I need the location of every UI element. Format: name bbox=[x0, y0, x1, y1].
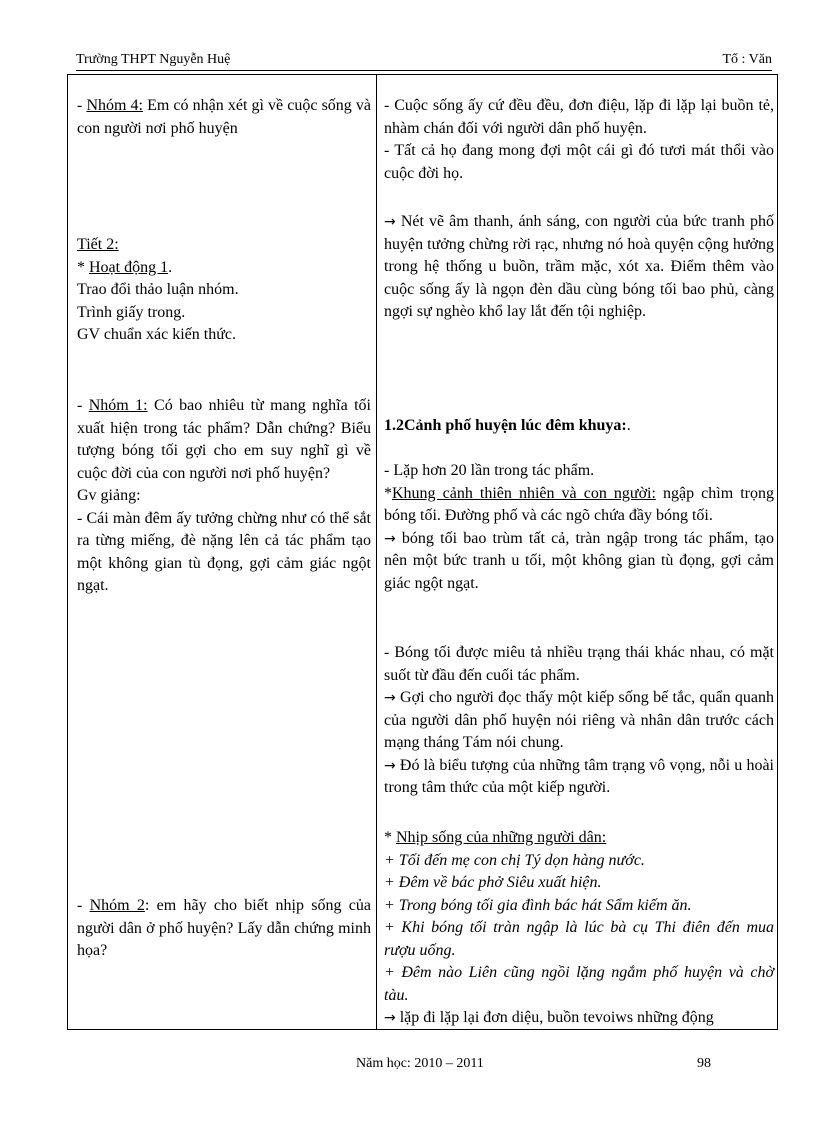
column-divider bbox=[376, 75, 377, 1029]
arrow-right-icon: → bbox=[384, 530, 396, 547]
lesson-period-label: Tiết 2: bbox=[77, 236, 119, 253]
teacher-explains-text: - Cái màn đêm ấy tưởng chừng như có thể sắt ra từng miếng, đè nặng lên cả tác phẩm tạo một không gian tù đọng, gợi cảm giác ngột ngạt. bbox=[77, 509, 371, 594]
landscape-label: Khung cảnh thiên nhiên và con người: bbox=[392, 484, 656, 502]
left-group4-question: - Nhóm 4: Em có nhận xét gì về cuộc sống và con người nơi phố huyện bbox=[77, 97, 372, 137]
right-section-night: 1.2Cảnh phố huyện lúc đêm khuya:. - Lặp hơn 20 lần trong tác phẩm. *Khung cảnh thiên nhiên và con người: ngập chìm trọng bóng tối. Đường phố và các ngõ chứa đầy bóng tối. → bóng tối bao trùm tất cả, tràn ngập trong tác phẩm, tạo nên một bức tranh u tối, một không gian tù đọng, gợi cảm giác ngột ngạt. bbox=[384, 417, 774, 592]
school-name: Trường THPT Nguyễn Huệ bbox=[76, 52, 231, 67]
activity-step: GV chuẩn xác kiến thức. bbox=[77, 326, 236, 343]
list-item: + Đêm nào Liên cũng ngồi lặng ngắm phố huyện và chờ tàu. bbox=[384, 964, 774, 1004]
lesson-table bbox=[67, 74, 778, 1030]
arrow-right-icon: → bbox=[384, 214, 396, 230]
page-header bbox=[76, 52, 772, 72]
school-year: Năm học: 2010 – 2011 bbox=[356, 1056, 484, 1071]
group4-label: Nhóm 4: bbox=[86, 97, 143, 114]
teacher-explains-label: Gv giảng: bbox=[77, 487, 141, 504]
arrow-right-icon: → bbox=[384, 1010, 396, 1026]
page-number: 98 bbox=[697, 1056, 711, 1071]
left-group2-question: - Nhóm 2: em hãy cho biết nhịp sống của người dân ở phố huyện? Lấy dẫn chứng minh họa? bbox=[77, 897, 372, 959]
list-item: + Khi bóng tối tràn ngập là lúc bà cụ Thi điên đến mua rượu uống. bbox=[384, 919, 774, 959]
right-darkness-analysis: - Bóng tối được miêu tả nhiều trạng thái khác nhau, có mặt suốt từ đầu đến cuối tác phẩm. → Gợi cho người đọc thấy một kiếp sống bế tắc, quẩn quanh của người dân phố huyện nói riêng và nhân dân trước cách mạng tháng Tám nói chung. → Đó là biểu tượng của những tâm trạng vô vọng, nỗi u hoài trong tâm thức của một kiếp người. bbox=[384, 644, 774, 796]
activity-label: Hoạt động 1 bbox=[89, 258, 169, 276]
group1-label: Nhóm 1: bbox=[88, 397, 148, 414]
activity-step: Trao đổi thảo luận nhóm. bbox=[77, 281, 239, 298]
activity-step: Trình giấy trong. bbox=[77, 303, 186, 321]
list-item: + Trong bóng tối gia đình bác hát Sẩm kiếm ăn. bbox=[384, 896, 692, 914]
right-answer-group4: - Cuộc sống ấy cứ đều đều, đơn điệu, lặp đi lặp lại buồn tẻ, nhàm chán đối với người dân phố huyện. - Tất cả họ đang mong đợi một cái gì đó tươi mát thổi vào cuộc đời họ. bbox=[384, 97, 774, 182]
left-activity-block: Tiết 2: * Hoạt động 1. Trao đổi thảo luận nhóm. Trình giấy trong. GV chuẩn xác kiến thức. bbox=[77, 234, 371, 347]
right-conclusion: → Nét vẽ âm thanh, ánh sáng, con người của bức tranh phố huyện tưởng chừng rời rạc, nhưng nó hoà quyện cộng hưởng trong hệ thống u buồn, trầm mặc, xót xa. Điểm thêm vào cuộc sống ấy là ngọn đèn dầu cùng bóng tối bao phủ, càng ngợi sự nghèo khổ lay lắt đến tội nghiệp. bbox=[384, 213, 774, 320]
list-item: + Đêm về bác phở Siêu xuất hiện. bbox=[384, 874, 602, 891]
arrow-right-icon: → bbox=[384, 690, 396, 706]
life-rhythm-label: Nhịp sống của những người dân: bbox=[396, 829, 607, 846]
right-life-rhythm: * Nhịp sống của những người dân: + Tối đến mẹ con chị Tý dọn hàng nước. + Đêm về bác phở Siêu xuất hiện. + Trong bóng tối gia đình bác hát Sẩm kiếm ăn. + Khi bóng tối tràn ngập là lúc bà cụ Thi điên đến mua rượu uống. + Đêm nào Liên cũng ngồi lặng ngắm phố huyện và chờ tàu. → lặp đi lặp lại đơn diệu, buồn tevoiws những động bbox=[384, 829, 774, 1026]
list-item: + Tối đến mẹ con chị Tý dọn hàng nước. bbox=[384, 851, 645, 869]
section-heading: 1.2Cảnh phố huyện lúc đêm khuya: bbox=[384, 417, 627, 434]
header-rule bbox=[76, 70, 772, 71]
arrow-right-icon: → bbox=[384, 757, 396, 774]
left-group1-block: - Nhóm 1: Có bao nhiêu từ mang nghĩa tối xuất hiện trong tác phẩm? Dẫn chứng? Biểu tượng bóng tối gợi cho em suy nghĩ gì về cuộc đời của con người nơi phố huyện? Gv giảng: - Cái màn đêm ấy tưởng chừng như có thể sắt ra từng miếng, đè nặng lên cả tác phẩm tạo một không gian tù đọng, gợi cảm giác ngột ngạt. bbox=[77, 395, 371, 598]
department-name: Tổ : Văn bbox=[722, 52, 772, 67]
group2-label: Nhóm 2 bbox=[89, 897, 145, 914]
